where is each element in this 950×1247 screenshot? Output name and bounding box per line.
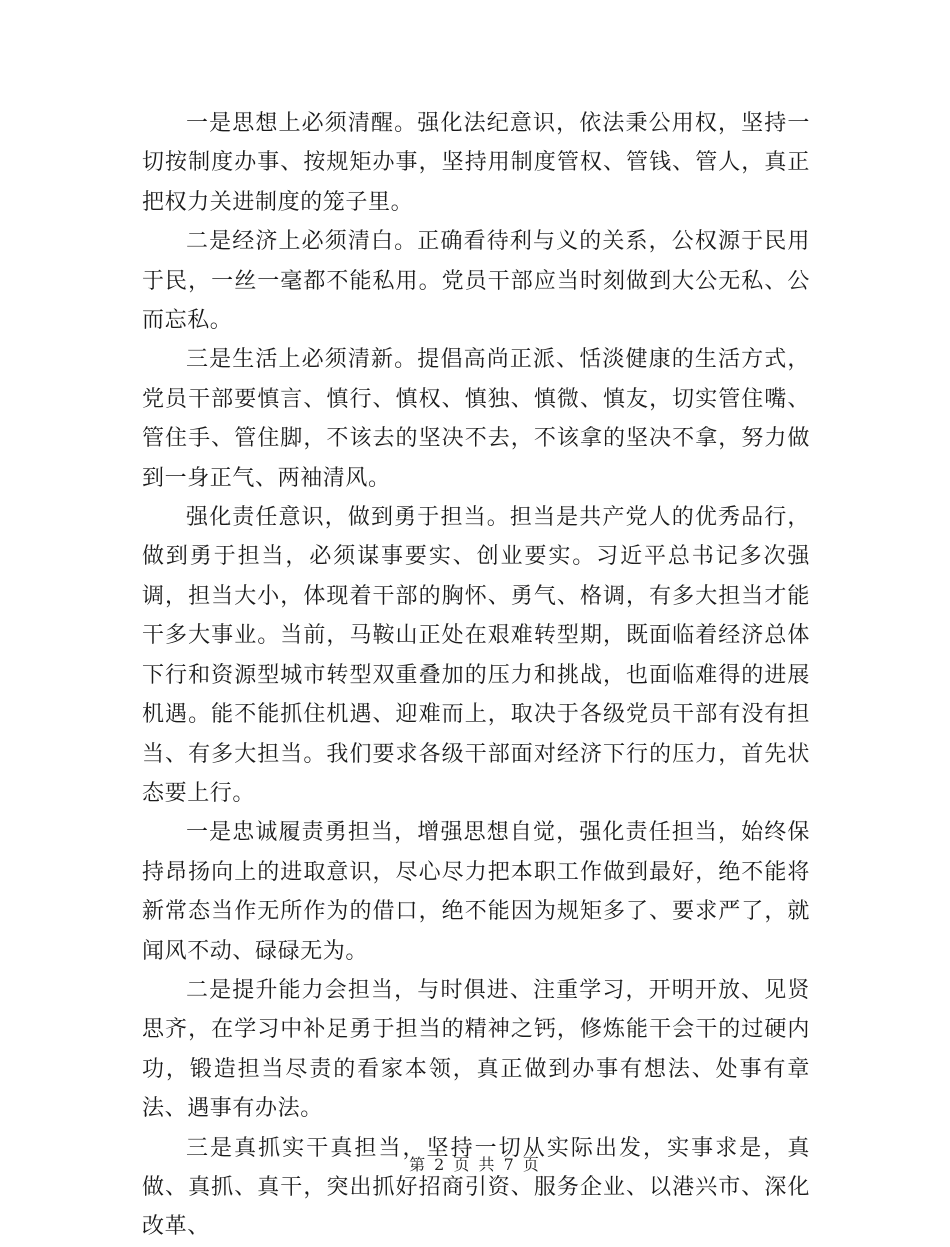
document-body [142,104,810,1247]
paragraph-7: 三是真抓实干真担当，坚持一切从实际出发，实事求是，真做、真抓、真干，突出抓好招商引资、服务企业、以港兴市、深化改革、 [142,1135,810,1240]
page-footer [0,1152,950,1175]
paragraph-5: 一是忠诚履责勇担当，增强思想自觉，强化责任担当，始终保持昂扬向上的进取意识，尽心尽力把本职工作做到最好，绝不能将新常态当作无所作为的借口，绝不能因为规矩多了、要求严了，就闻风不动、碌碌无为。 [142,820,810,964]
paragraph-3: 三是生活上必须清新。提倡高尚正派、恬淡健康的生活方式，党员干部要慎言、慎行、慎权、慎独、慎微、慎友，切实管住嘴、管住手、管住脚，不该去的坚决不去，不该拿的坚决不拿，努力做到一身正气、两袖清风。 [142,347,810,491]
paragraph-2: 二是经济上必须清白。正确看待利与义的关系，公权源于民用于民，一丝一毫都不能私用。党员干部应当时刻做到大公无私、公而忘私。 [142,229,810,334]
page-number: 第 2 页 共 7 页 [409,1155,541,1174]
paragraph-1: 一是思想上必须清醒。强化法纪意识，依法秉公用权，坚持一切按制度办事、按规矩办事，坚持用制度管权、管钱、管人，真正把权力关进制度的笼子里。 [142,111,810,215]
paragraph-6: 二是提升能力会担当，与时俱进、注重学习，开明开放、见贤思齐，在学习中补足勇于担当的精神之钙，修炼能干会干的过硬内功，锻造担当尽责的看家本领，真正做到办事有想法、处事有章法、遇事有办法。 [142,977,810,1122]
paragraph-4: 强化责任意识，做到勇于担当。担当是共产党人的优秀品行，做到勇于担当，必须谋事要实、创业要实。习近平总书记多次强调，担当大小，体现着干部的胸怀、勇气、格调，有多大担当才能干多大事业。当前，马鞍山正处在艰难转型期，既面临着经济总体下行和资源型城市转型双重叠加的压力和挑战，也面临难得的进展机遇。能不能抓住机遇、迎难而上，取决于各级党员干部有没有担当、有多大担当。我们要求各级干部面对经济下行的压力，首先状态要上行。 [142,505,810,806]
